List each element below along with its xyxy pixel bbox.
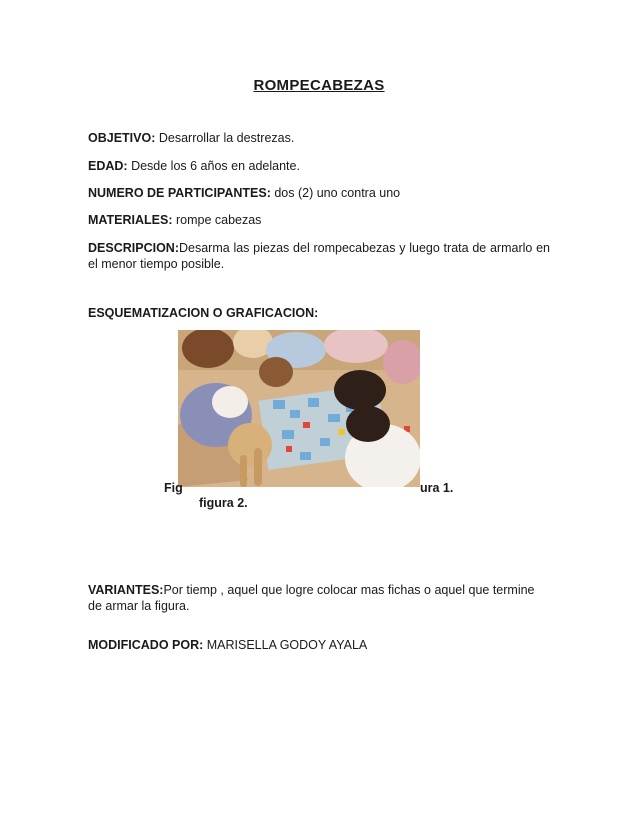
esquematizacion-label: ESQUEMATIZACION O GRAFICACION: [88, 306, 319, 320]
objetivo-line [88, 130, 550, 146]
edad-line [88, 158, 550, 174]
edad-value: Desde los 6 años en adelante. [127, 159, 300, 173]
esquematizacion-line [88, 305, 550, 321]
figure-caption-left: Fig [164, 481, 183, 495]
modificado-label: MODIFICADO POR: [88, 638, 204, 652]
objetivo-value: Desarrollar la destrezas. [155, 131, 295, 145]
figure-caption-right: ura 1. [420, 481, 454, 495]
participantes-value: dos (2) uno contra uno [270, 186, 401, 200]
edad-label: EDAD: [88, 159, 128, 173]
page-title: ROMPECABEZAS [253, 77, 385, 94]
materiales-value: rompe cabezas [172, 213, 262, 227]
materiales-line [88, 212, 550, 228]
descripcion-paragraph [88, 240, 550, 272]
figure-caption-second: figura 2. [199, 496, 248, 510]
participantes-label: NUMERO DE PARTICIPANTES: [88, 186, 271, 200]
variantes-label: VARIANTES: [88, 583, 164, 597]
descripcion-value: Desarma las piezas del rompecabezas y luego trata de armarlo en el menor tiempo posible. [88, 241, 550, 271]
variantes-paragraph [88, 582, 550, 614]
participantes-line [88, 185, 550, 201]
modificado-line [88, 637, 550, 653]
children-puzzle-photo [178, 330, 420, 487]
materiales-label: MATERIALES: [88, 213, 173, 227]
modificado-value: MARISELLA GODOY AYALA [203, 638, 368, 652]
photo-illustration [178, 330, 420, 487]
objetivo-label: OBJETIVO: [88, 131, 156, 145]
descripcion-label: DESCRIPCION: [88, 241, 179, 255]
variantes-value: Por tiemp , aquel que logre colocar mas fichas o aquel que termine de armar la figura. [88, 583, 535, 613]
